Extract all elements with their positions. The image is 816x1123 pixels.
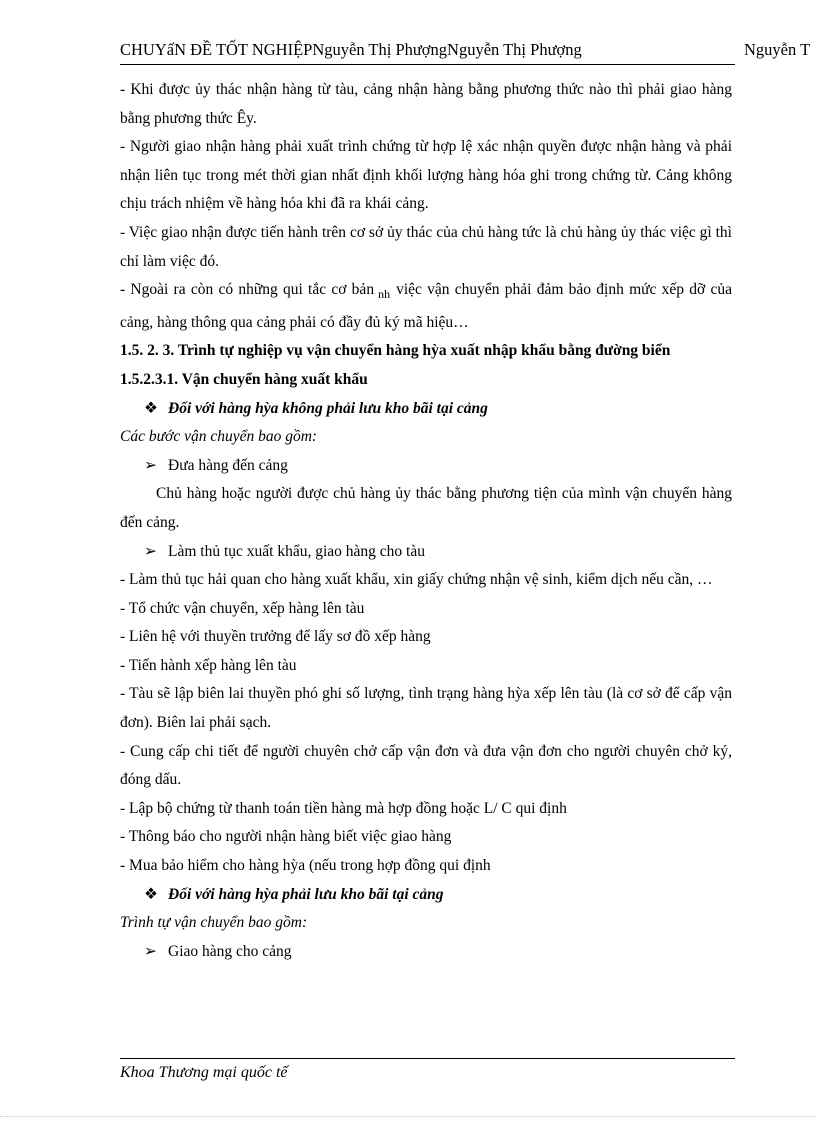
diamond-bullet-item bbox=[120, 395, 732, 424]
paragraph: - Khi được ủy thác nhận hàng từ tàu, cảng nhận hàng bằng phương thức nào thì phải giao hàng bằng phương thức Êy. bbox=[120, 81, 732, 127]
bullet-text: Đưa hàng đến cảng bbox=[168, 456, 288, 474]
paragraph: Chủ hàng hoặc người được chủ hàng ủy thác bằng phương tiện của mình vận chuyển hàng đến cảng. bbox=[120, 485, 732, 531]
diamond-bullet-item bbox=[120, 881, 732, 910]
steps-intro: Trình tự vận chuyển bao gồm: bbox=[120, 914, 308, 932]
page-bottom-dotted-border bbox=[0, 1116, 816, 1117]
paragraph: - Tổ chức vận chuyển, xếp hàng lên tàu bbox=[120, 599, 365, 617]
page-header bbox=[120, 40, 816, 64]
arrow-bullet-item bbox=[120, 452, 732, 481]
page-footer: Khoa Thương mại quốc tế bbox=[120, 1064, 288, 1081]
arrow-bullet-item bbox=[120, 938, 732, 967]
header-author-overflow: Nguyễn T bbox=[744, 40, 811, 59]
paragraph: - Liên hệ với thuyền trưởng để lấy sơ đồ xếp hàng bbox=[120, 628, 431, 646]
paragraph: - Người giao nhận hàng phải xuất trình chứng từ hợp lệ xác nhận quyền được nhận hàng và phải nhận liên tục trong mét thời gian nhất định khối lượng hàng hóa ghi trong chứng từ. Cảng không chịu trách nhiệm về hàng hóa khi đã ra khái cảng. bbox=[120, 138, 732, 213]
section-heading: 1.5. 2. 3. Trình tự nghiệp vụ vận chuyển hàng hỳa xuất nhập khẩu bằng đường biển bbox=[120, 342, 671, 360]
paragraph bbox=[120, 276, 732, 337]
header-title: CHUYấN ĐỀ TỐT NGHIỆPNguyễn Thị PhượngNguyễn Thị Phượng bbox=[120, 40, 582, 59]
bullet-text: Đối với hàng hỳa phải lưu kho bãi tại cảng bbox=[168, 885, 444, 903]
bullet-text: Đối với hàng hỳa không phải lưu kho bãi tại cảng bbox=[168, 399, 488, 417]
bullet-text: Giao hàng cho cảng bbox=[168, 942, 292, 960]
subscript-text: nh bbox=[378, 287, 391, 302]
diamond-bullet-icon: ❖ bbox=[144, 885, 158, 903]
header-rule bbox=[120, 64, 735, 65]
footer-rule bbox=[120, 1058, 735, 1059]
document-body bbox=[120, 76, 732, 966]
paragraph: - Cung cấp chi tiết để người chuyên chở cấp vận đơn và đưa vận đơn cho người chuyên chở ký, đóng dấu. bbox=[120, 742, 732, 789]
paragraph: - Việc giao nhận được tiến hành trên cơ sở ủy thác của chủ hàng tức là chủ hàng ủy thác việc gì thì chỉ làm việc đó. bbox=[120, 223, 732, 270]
steps-intro: Các bước vận chuyển bao gồm: bbox=[120, 428, 318, 446]
paragraph: - Làm thủ tục hải quan cho hàng xuất khẩu, xin giấy chứng nhận vệ sinh, kiểm dịch nếu cần, … bbox=[120, 571, 713, 589]
bullet-text: Làm thủ tục xuất khẩu, giao hàng cho tàu bbox=[168, 542, 425, 560]
arrow-bullet-icon: ➢ bbox=[144, 942, 157, 960]
paragraph: - Tiến hành xếp hàng lên tàu bbox=[120, 656, 297, 674]
paragraph: - Tàu sẽ lập biên lai thuyền phó ghi số lượng, tình trạng hàng hỳa xếp lên tàu (là cơ sở để cấp vận đơn). Biên lai phải sạch. bbox=[120, 685, 732, 732]
paragraph: - Lập bộ chứng từ thanh toán tiền hàng mà hợp đồng hoặc L/ C qui định bbox=[120, 799, 567, 817]
diamond-bullet-icon: ❖ bbox=[144, 399, 158, 417]
paragraph-text: việc vận chuyển phải đảm bảo định mức xếp dỡ của cảng, hàng thông qua cảng phải có đầy đủ ký mã hiệu… bbox=[120, 281, 733, 331]
subsection-heading: 1.5.2.3.1. Vận chuyển hàng xuất khẩu bbox=[120, 370, 368, 388]
paragraph: - Thông báo cho người nhận hàng biết việc giao hàng bbox=[120, 828, 452, 846]
arrow-bullet-icon: ➢ bbox=[144, 456, 157, 474]
paragraph-text: - Ngoài ra còn có những qui tắc cơ bản bbox=[120, 281, 375, 299]
paragraph: - Mua bảo hiểm cho hàng hỳa (nếu trong hợp đồng qui định bbox=[120, 857, 491, 875]
arrow-bullet-icon: ➢ bbox=[144, 542, 157, 560]
arrow-bullet-item bbox=[120, 538, 732, 567]
